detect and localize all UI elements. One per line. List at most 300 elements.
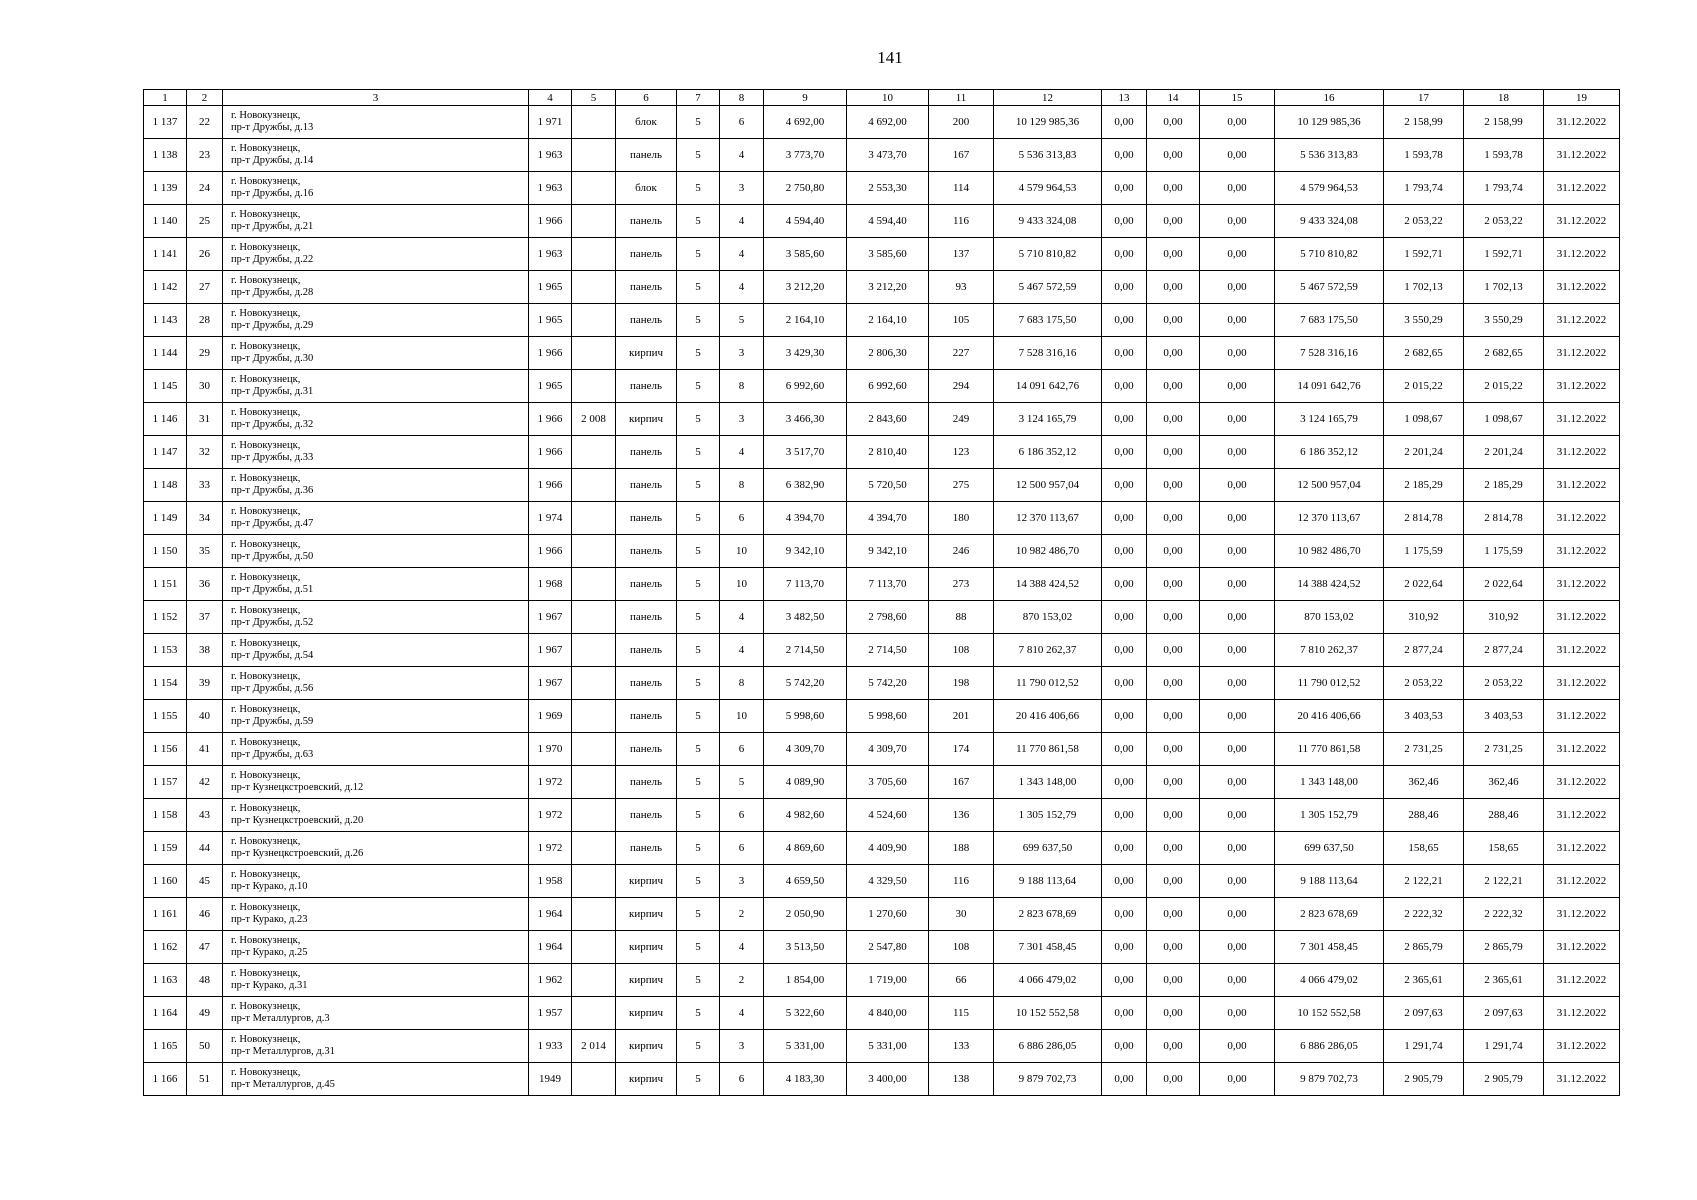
address-cell — [223, 964, 529, 997]
table-cell: 1 137 — [144, 106, 187, 139]
table-cell: 1 793,74 — [1464, 172, 1544, 205]
column-header-3: 3 — [223, 90, 529, 106]
table-cell: 1 972 — [529, 832, 572, 865]
table-cell: 31.12.2022 — [1544, 601, 1620, 634]
table-row — [144, 832, 1620, 865]
table-row — [144, 634, 1620, 667]
table-cell: 133 — [929, 1030, 994, 1063]
table-cell: 14 091 642,76 — [994, 370, 1102, 403]
table-cell: 31.12.2022 — [1544, 403, 1620, 436]
address-cell — [223, 139, 529, 172]
table-cell: 0,00 — [1200, 931, 1275, 964]
table-cell: 1 343 148,00 — [994, 766, 1102, 799]
address-street: пр-т Дружбы, д.31 — [231, 386, 314, 397]
table-cell: 2 714,50 — [847, 634, 929, 667]
table-cell: 11 770 861,58 — [1275, 733, 1384, 766]
table-cell: 0,00 — [1200, 139, 1275, 172]
address-street: пр-т Дружбы, д.51 — [231, 584, 314, 595]
table-cell: 0,00 — [1147, 271, 1200, 304]
table-cell: 1 958 — [529, 865, 572, 898]
table-cell: 4 089,90 — [764, 766, 847, 799]
table-cell: 3 — [720, 337, 764, 370]
table-cell: 1 966 — [529, 469, 572, 502]
table-cell: панель — [616, 370, 677, 403]
table-cell: 6 — [720, 106, 764, 139]
table-cell: панель — [616, 502, 677, 535]
table-row — [144, 502, 1620, 535]
table-cell: 5 — [677, 700, 720, 733]
table-cell: 4 594,40 — [847, 205, 929, 238]
table-cell: 38 — [187, 634, 223, 667]
table-cell: 0,00 — [1147, 799, 1200, 832]
table-cell: панель — [616, 238, 677, 271]
table-cell: 4 — [720, 601, 764, 634]
table-cell: 249 — [929, 403, 994, 436]
column-header-9: 9 — [764, 90, 847, 106]
table-cell: панель — [616, 469, 677, 502]
table-cell: 699 637,50 — [1275, 832, 1384, 865]
table-cell: 0,00 — [1102, 898, 1147, 931]
table-cell: 0,00 — [1102, 1063, 1147, 1096]
table-cell: 5 — [677, 469, 720, 502]
table-cell: 4 309,70 — [847, 733, 929, 766]
table-cell: 158,65 — [1384, 832, 1464, 865]
table-cell: 5 — [677, 403, 720, 436]
table-cell: кирпич — [616, 865, 677, 898]
table-header — [144, 90, 1620, 106]
table-cell: 2 877,24 — [1384, 634, 1464, 667]
address-street: пр-т Дружбы, д.47 — [231, 518, 314, 529]
table-cell: 48 — [187, 964, 223, 997]
table-cell: 3 124 165,79 — [1275, 403, 1384, 436]
table-cell: 5 — [677, 436, 720, 469]
table-cell: 5 — [677, 1063, 720, 1096]
table-cell: 4 — [720, 139, 764, 172]
address-city: г. Новокузнецк, — [231, 638, 301, 649]
table-cell — [572, 832, 616, 865]
table-cell: 188 — [929, 832, 994, 865]
address-city: г. Новокузнецк, — [231, 308, 301, 319]
table-cell: 1 966 — [529, 403, 572, 436]
table-cell: 9 342,10 — [764, 535, 847, 568]
table-cell: 3 550,29 — [1464, 304, 1544, 337]
address-cell — [223, 337, 529, 370]
table-cell: 4 579 964,53 — [994, 172, 1102, 205]
address-city: г. Новокузнецк, — [231, 275, 301, 286]
table-cell: 0,00 — [1147, 964, 1200, 997]
table-cell: 4 409,90 — [847, 832, 929, 865]
table-cell: 0,00 — [1102, 931, 1147, 964]
table-cell: 2 008 — [572, 403, 616, 436]
table-cell: 1 974 — [529, 502, 572, 535]
table-cell: 2 201,24 — [1464, 436, 1544, 469]
address-street: пр-т Дружбы, д.33 — [231, 452, 314, 463]
table-cell: 1 140 — [144, 205, 187, 238]
table-cell: 0,00 — [1102, 337, 1147, 370]
column-header-13: 13 — [1102, 90, 1147, 106]
table-cell: 0,00 — [1147, 370, 1200, 403]
address-city: г. Новокузнецк, — [231, 737, 301, 748]
table-cell: 1 702,13 — [1464, 271, 1544, 304]
table-cell: 22 — [187, 106, 223, 139]
address-street: пр-т Дружбы, д.54 — [231, 650, 314, 661]
column-header-11: 11 — [929, 90, 994, 106]
table-cell: 227 — [929, 337, 994, 370]
table-cell: 6 992,60 — [764, 370, 847, 403]
table-cell: 31.12.2022 — [1544, 568, 1620, 601]
table-cell: 11 790 012,52 — [994, 667, 1102, 700]
table-cell: 5 710 810,82 — [1275, 238, 1384, 271]
table-cell: 10 — [720, 535, 764, 568]
address-street: пр-т Курако, д.23 — [231, 914, 308, 925]
table-cell: 31 — [187, 403, 223, 436]
table-cell: 0,00 — [1102, 469, 1147, 502]
table-cell: 246 — [929, 535, 994, 568]
table-body — [144, 106, 1620, 1096]
column-header-8: 8 — [720, 90, 764, 106]
table-cell: 0,00 — [1102, 139, 1147, 172]
table-row — [144, 238, 1620, 271]
table-cell: 1 719,00 — [847, 964, 929, 997]
table-cell: 1 146 — [144, 403, 187, 436]
table-cell — [572, 502, 616, 535]
address-city: г. Новокузнецк, — [231, 968, 301, 979]
table-cell: 3 400,00 — [847, 1063, 929, 1096]
table-cell: 1 965 — [529, 271, 572, 304]
table-cell: 1 966 — [529, 337, 572, 370]
table-cell: 31.12.2022 — [1544, 964, 1620, 997]
table-cell: 2 731,25 — [1384, 733, 1464, 766]
table-cell: 2 185,29 — [1464, 469, 1544, 502]
table-cell: 2 843,60 — [847, 403, 929, 436]
table-cell: 5 710 810,82 — [994, 238, 1102, 271]
table-cell — [572, 139, 616, 172]
table-cell: 362,46 — [1464, 766, 1544, 799]
table-cell: 31.12.2022 — [1544, 535, 1620, 568]
table-cell: 24 — [187, 172, 223, 205]
table-cell: 5 — [677, 667, 720, 700]
table-cell: 167 — [929, 139, 994, 172]
table-cell: 0,00 — [1147, 1063, 1200, 1096]
table-cell: 0,00 — [1147, 139, 1200, 172]
table-cell: 2 905,79 — [1384, 1063, 1464, 1096]
table-cell: панель — [616, 535, 677, 568]
table-cell: 1 964 — [529, 898, 572, 931]
address-cell — [223, 436, 529, 469]
table-cell: 40 — [187, 700, 223, 733]
table-cell: кирпич — [616, 1063, 677, 1096]
table-cell: 2 158,99 — [1464, 106, 1544, 139]
table-cell: 1 144 — [144, 337, 187, 370]
table-cell — [572, 205, 616, 238]
table-cell — [572, 601, 616, 634]
table-cell: 2 365,61 — [1464, 964, 1544, 997]
address-street: пр-т Дружбы, д.52 — [231, 617, 314, 628]
table-row — [144, 139, 1620, 172]
table-cell: 0,00 — [1102, 832, 1147, 865]
table-cell: 1 098,67 — [1464, 403, 1544, 436]
table-cell: 9 433 324,08 — [1275, 205, 1384, 238]
table-cell: панель — [616, 304, 677, 337]
table-cell: 0,00 — [1102, 370, 1147, 403]
table-cell: 5 536 313,83 — [994, 139, 1102, 172]
table-cell: 2 810,40 — [847, 436, 929, 469]
table-cell: 1 966 — [529, 436, 572, 469]
address-city: г. Новокузнецк, — [231, 836, 301, 847]
table-cell: 31.12.2022 — [1544, 271, 1620, 304]
address-cell — [223, 469, 529, 502]
address-street: пр-т Курако, д.31 — [231, 980, 308, 991]
table-cell: 108 — [929, 634, 994, 667]
table-cell: 2 798,60 — [847, 601, 929, 634]
column-header-6: 6 — [616, 90, 677, 106]
table-cell: 5 331,00 — [764, 1030, 847, 1063]
table-cell: 0,00 — [1102, 304, 1147, 337]
address-cell — [223, 205, 529, 238]
table-cell: 5 — [677, 601, 720, 634]
address-city: г. Новокузнецк, — [231, 209, 301, 220]
address-cell — [223, 667, 529, 700]
table-cell: 137 — [929, 238, 994, 271]
table-cell: 31.12.2022 — [1544, 997, 1620, 1030]
table-cell: панель — [616, 733, 677, 766]
table-cell: 6 186 352,12 — [994, 436, 1102, 469]
address-street: пр-т Дружбы, д.50 — [231, 551, 314, 562]
table-cell: 105 — [929, 304, 994, 337]
address-cell — [223, 271, 529, 304]
table-cell: 31.12.2022 — [1544, 700, 1620, 733]
table-cell: 0,00 — [1200, 898, 1275, 931]
address-cell — [223, 766, 529, 799]
table-cell: 0,00 — [1102, 535, 1147, 568]
table-cell: 4 — [720, 271, 764, 304]
table-cell: 35 — [187, 535, 223, 568]
table-cell: 6 — [720, 502, 764, 535]
table-cell: 44 — [187, 832, 223, 865]
address-city: г. Новокузнецк, — [231, 869, 301, 880]
address-cell — [223, 898, 529, 931]
table-cell: 2 547,80 — [847, 931, 929, 964]
table-cell: 5 — [720, 304, 764, 337]
table-cell: 9 433 324,08 — [994, 205, 1102, 238]
table-cell: 5 — [677, 865, 720, 898]
table-cell: 5 — [677, 997, 720, 1030]
table-cell: 1 162 — [144, 931, 187, 964]
table-cell: 5 — [677, 238, 720, 271]
table-cell: 0,00 — [1200, 535, 1275, 568]
table-cell: 5 — [677, 733, 720, 766]
table-cell: 174 — [929, 733, 994, 766]
address-city: г. Новокузнецк, — [231, 143, 301, 154]
table-cell: 2 158,99 — [1384, 106, 1464, 139]
table-cell: 3 466,30 — [764, 403, 847, 436]
address-street: пр-т Дружбы, д.59 — [231, 716, 314, 727]
table-cell: 37 — [187, 601, 223, 634]
table-row — [144, 370, 1620, 403]
table-cell: 180 — [929, 502, 994, 535]
table-cell: 3 124 165,79 — [994, 403, 1102, 436]
table-cell: 0,00 — [1200, 832, 1275, 865]
address-cell — [223, 601, 529, 634]
table-cell: 0,00 — [1147, 898, 1200, 931]
table-cell: 43 — [187, 799, 223, 832]
table-cell: 31.12.2022 — [1544, 667, 1620, 700]
table-cell: 0,00 — [1147, 205, 1200, 238]
table-cell: 2 097,63 — [1384, 997, 1464, 1030]
table-cell: 42 — [187, 766, 223, 799]
address-street: пр-т Дружбы, д.56 — [231, 683, 314, 694]
table-cell: 6 — [720, 799, 764, 832]
table-cell: 0,00 — [1102, 568, 1147, 601]
table-cell: 1 291,74 — [1464, 1030, 1544, 1063]
table-cell: 1 164 — [144, 997, 187, 1030]
table-cell: 1 139 — [144, 172, 187, 205]
table-cell: 1 962 — [529, 964, 572, 997]
table-cell: 36 — [187, 568, 223, 601]
table-cell: 1 138 — [144, 139, 187, 172]
table-cell: 0,00 — [1200, 997, 1275, 1030]
table-cell: 136 — [929, 799, 994, 832]
table-cell — [572, 667, 616, 700]
table-row — [144, 700, 1620, 733]
table-cell — [572, 304, 616, 337]
table-cell: 870 153,02 — [1275, 601, 1384, 634]
table-cell: 12 370 113,67 — [1275, 502, 1384, 535]
table-cell — [572, 733, 616, 766]
table-cell: 1 968 — [529, 568, 572, 601]
table-cell — [572, 172, 616, 205]
table-cell: 4 394,70 — [764, 502, 847, 535]
column-header-17: 17 — [1384, 90, 1464, 106]
table-cell: 0,00 — [1147, 535, 1200, 568]
table-cell: 10 152 552,58 — [994, 997, 1102, 1030]
table-cell: 5 — [677, 502, 720, 535]
table-cell: 0,00 — [1200, 304, 1275, 337]
table-cell: 10 982 486,70 — [994, 535, 1102, 568]
table-cell: 0,00 — [1147, 172, 1200, 205]
table-cell: 0,00 — [1102, 667, 1147, 700]
table-cell: 12 500 957,04 — [994, 469, 1102, 502]
address-street: пр-т Дружбы, д.29 — [231, 320, 314, 331]
table-cell: 4 066 479,02 — [1275, 964, 1384, 997]
table-cell: 1 153 — [144, 634, 187, 667]
table-cell: 201 — [929, 700, 994, 733]
table-cell: 2 905,79 — [1464, 1063, 1544, 1096]
table-cell: 2 682,65 — [1384, 337, 1464, 370]
table-cell: 4 066 479,02 — [994, 964, 1102, 997]
table-cell: панель — [616, 271, 677, 304]
address-cell — [223, 535, 529, 568]
table-cell: 5 467 572,59 — [1275, 271, 1384, 304]
table-cell: 6 186 352,12 — [1275, 436, 1384, 469]
table-cell: 2 731,25 — [1464, 733, 1544, 766]
table-cell: 1 969 — [529, 700, 572, 733]
table-cell: 273 — [929, 568, 994, 601]
table-cell: 6 — [720, 733, 764, 766]
table-cell: 4 659,50 — [764, 865, 847, 898]
table-cell: 2 053,22 — [1384, 205, 1464, 238]
table-cell: 1 592,71 — [1384, 238, 1464, 271]
table-cell: 0,00 — [1200, 205, 1275, 238]
table-cell: 31.12.2022 — [1544, 1063, 1620, 1096]
table-cell: 1 270,60 — [847, 898, 929, 931]
table-cell: 50 — [187, 1030, 223, 1063]
address-city: г. Новокузнецк, — [231, 803, 301, 814]
table-cell: 0,00 — [1200, 766, 1275, 799]
table-cell: 30 — [929, 898, 994, 931]
table-cell: 93 — [929, 271, 994, 304]
table-cell: 2 714,50 — [764, 634, 847, 667]
table-cell: 2 014 — [572, 1030, 616, 1063]
table-cell: 2 222,32 — [1464, 898, 1544, 931]
table-cell: 2 164,10 — [847, 304, 929, 337]
column-header-2: 2 — [187, 90, 223, 106]
table-cell: 5 — [677, 139, 720, 172]
table-cell: 4 524,60 — [847, 799, 929, 832]
table-cell: 8 — [720, 667, 764, 700]
table-cell: 1 957 — [529, 997, 572, 1030]
address-street: пр-т Дружбы, д.13 — [231, 122, 314, 133]
address-street: пр-т Дружбы, д.16 — [231, 188, 314, 199]
table-cell: 4 692,00 — [764, 106, 847, 139]
table-cell: 310,92 — [1384, 601, 1464, 634]
table-cell: 1 793,74 — [1384, 172, 1464, 205]
table-cell: 2 — [720, 964, 764, 997]
table-cell: 5 — [677, 271, 720, 304]
table-cell: 0,00 — [1200, 865, 1275, 898]
table-cell: 3 212,20 — [847, 271, 929, 304]
table-cell: 108 — [929, 931, 994, 964]
table-cell: 14 388 424,52 — [1275, 568, 1384, 601]
address-street: пр-т Дружбы, д.63 — [231, 749, 314, 760]
table-cell: 41 — [187, 733, 223, 766]
table-cell: 1949 — [529, 1063, 572, 1096]
table-cell: 31.12.2022 — [1544, 238, 1620, 271]
table-cell: 1 972 — [529, 799, 572, 832]
table-cell: 32 — [187, 436, 223, 469]
table-cell: 0,00 — [1102, 436, 1147, 469]
table-cell: 2 201,24 — [1384, 436, 1464, 469]
table-cell: 5 — [720, 766, 764, 799]
table-row — [144, 271, 1620, 304]
table-cell: 2 — [720, 898, 764, 931]
table-cell — [572, 370, 616, 403]
address-cell — [223, 997, 529, 1030]
table-cell: панель — [616, 205, 677, 238]
table-cell: 0,00 — [1147, 733, 1200, 766]
table-cell: 2 022,64 — [1464, 568, 1544, 601]
table-cell: 2 122,21 — [1464, 865, 1544, 898]
table-cell: панель — [616, 634, 677, 667]
table-cell: 3 403,53 — [1384, 700, 1464, 733]
address-street: пр-т Металлургов, д.45 — [231, 1079, 335, 1090]
table-cell: 0,00 — [1200, 106, 1275, 139]
table-cell: 0,00 — [1200, 370, 1275, 403]
table-cell: 7 683 175,50 — [994, 304, 1102, 337]
table-cell: 1 142 — [144, 271, 187, 304]
table-cell: 0,00 — [1200, 238, 1275, 271]
table-cell: 2 823 678,69 — [1275, 898, 1384, 931]
table-cell: 4 — [720, 931, 764, 964]
table-cell: 4 — [720, 436, 764, 469]
table-cell: 10 — [720, 568, 764, 601]
table-cell — [572, 964, 616, 997]
table-cell: 4 — [720, 238, 764, 271]
table-cell: 5 — [677, 172, 720, 205]
column-header-5: 5 — [572, 90, 616, 106]
table-cell: 1 967 — [529, 667, 572, 700]
table-cell: 31.12.2022 — [1544, 370, 1620, 403]
